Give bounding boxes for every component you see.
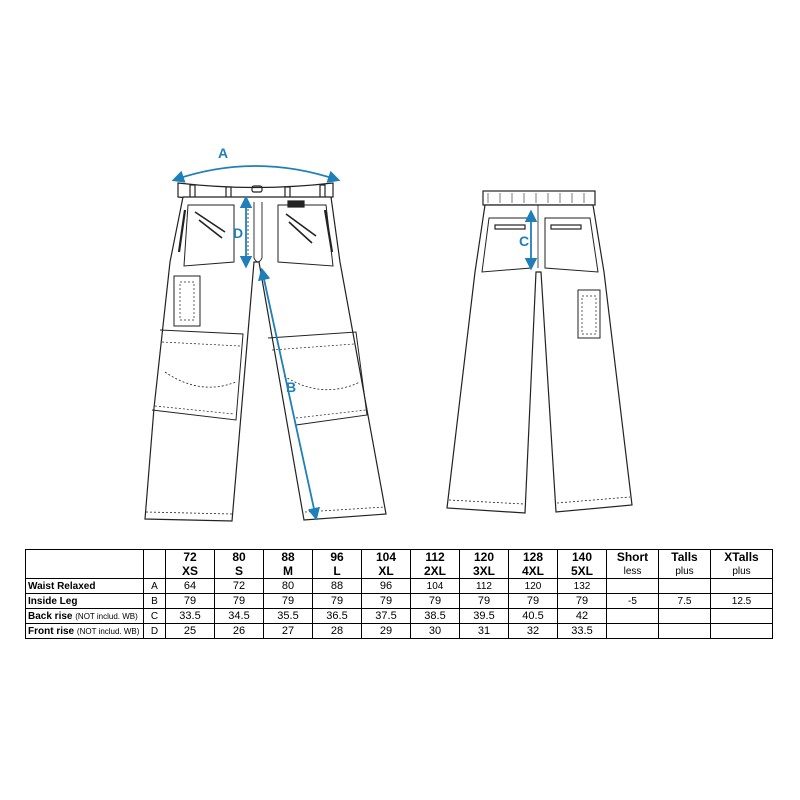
label-c: C [519,233,530,249]
measurement-value: 88 [313,579,362,594]
measurement-name [26,579,144,594]
extra-column-title: XTalls [711,550,773,565]
waist-size: 80 [215,550,264,565]
back-outline [447,205,632,513]
extra-value [659,624,711,639]
extra-column-subtitle: less [607,564,659,579]
measurement-value: 36.5 [313,609,362,624]
extra-value [711,579,773,594]
measurement-value: 25 [166,624,215,639]
measurement-value: 42 [558,609,607,624]
extra-column-subtitle: plus [711,564,773,579]
measurement-value: 30 [411,624,460,639]
measurement-value: 79 [166,594,215,609]
header-blank [144,564,166,579]
measurement-value: 34.5 [215,609,264,624]
measurement-name-text: Back rise [28,610,73,622]
front-outline [145,197,386,521]
waist-size: 128 [509,550,558,565]
measurement-name-text: Waist Relaxed [28,580,96,592]
waist-size: 112 [411,550,460,565]
header-blank [144,550,166,565]
size-code-header-row [26,564,773,579]
measurement-value: 112 [460,579,509,594]
measurement-name-text: Front rise [28,625,75,637]
measurement-value: 79 [411,594,460,609]
measurement-value: 32 [509,624,558,639]
extra-value [711,624,773,639]
measurement-value: 33.5 [166,609,215,624]
back-view-trousers [447,191,632,513]
measurement-value: 31 [460,624,509,639]
measurement-value: 37.5 [362,609,411,624]
label-d: D [233,225,244,241]
waist-size: 140 [558,550,607,565]
size-code: S [215,564,264,579]
size-code: 5XL [558,564,607,579]
measurement-rows [26,579,773,639]
measurement-value: 132 [558,579,607,594]
extra-value [659,609,711,624]
waist-size-header-row [26,550,773,565]
measurement-value: 40.5 [509,609,558,624]
extra-value [607,579,659,594]
measurement-value: 79 [509,594,558,609]
extra-value [659,579,711,594]
measurement-value: 96 [362,579,411,594]
measurement-code: D [144,624,166,639]
extra-value [607,624,659,639]
measurement-value: 79 [558,594,607,609]
measurement-value: 79 [313,594,362,609]
waist-size: 120 [460,550,509,565]
measurement-value: 26 [215,624,264,639]
waist-size: 88 [264,550,313,565]
measurement-name [26,594,144,609]
size-code: M [264,564,313,579]
measurement-code: B [144,594,166,609]
measurement-value: 64 [166,579,215,594]
measurement-note: (NOT includ. WB) [75,611,138,621]
measurement-value: 39.5 [460,609,509,624]
measurement-value: 28 [313,624,362,639]
measurement-row [26,579,773,594]
size-code: XS [166,564,215,579]
measurement-name [26,609,144,624]
size-code: XL [362,564,411,579]
measurement-value: 38.5 [411,609,460,624]
size-code: 3XL [460,564,509,579]
waist-size: 72 [166,550,215,565]
measurement-value: 35.5 [264,609,313,624]
size-code: 4XL [509,564,558,579]
measurement-value: 79 [362,594,411,609]
size-chart-table [25,549,773,639]
waist-size: 96 [313,550,362,565]
measurement-value: 80 [264,579,313,594]
header-blank [26,564,144,579]
header-blank [26,550,144,565]
extra-value [607,609,659,624]
measurement-value: 79 [460,594,509,609]
measurement-value: 79 [215,594,264,609]
extra-value: 12.5 [711,594,773,609]
measurement-name-text: Inside Leg [28,595,78,607]
label-b: B [286,379,297,395]
extra-value [711,609,773,624]
measurement-name [26,624,144,639]
extra-column-subtitle: plus [659,564,711,579]
measurement-value: 72 [215,579,264,594]
front-view-trousers [145,183,386,521]
arrow-a-waist [174,166,338,180]
measurement-code: A [144,579,166,594]
extra-column-title: Short [607,550,659,565]
extra-column-title: Talls [659,550,711,565]
size-code: L [313,564,362,579]
measurement-row [26,609,773,624]
measurement-note: (NOT includ. WB) [76,626,140,636]
measurement-row [26,624,773,639]
measurement-value: 104 [411,579,460,594]
measurement-value: 27 [264,624,313,639]
waist-size: 104 [362,550,411,565]
measurement-value: 29 [362,624,411,639]
measurement-value: 120 [509,579,558,594]
measurement-value: 33.5 [558,624,607,639]
label-a: A [218,145,229,161]
extra-value: -5 [607,594,659,609]
measurement-value: 79 [264,594,313,609]
measurement-code: C [144,609,166,624]
size-code: 2XL [411,564,460,579]
extra-value: 7.5 [659,594,711,609]
measurement-row [26,594,773,609]
